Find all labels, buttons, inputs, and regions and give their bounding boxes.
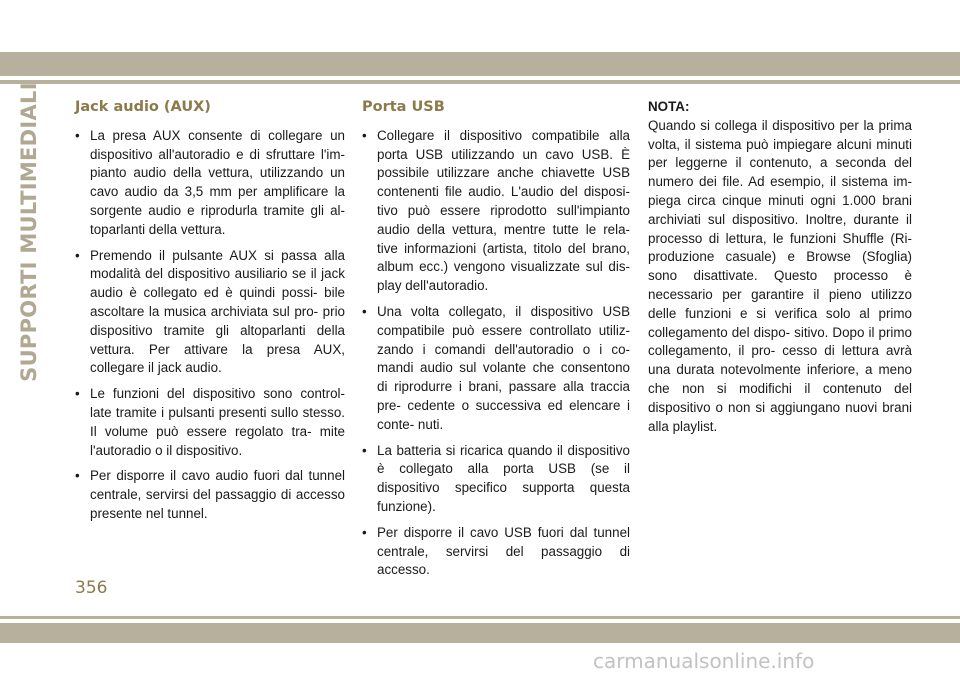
watermark: carmanualsonline.info <box>593 649 815 673</box>
note-text: Quando si collega il dispositivo per la prima volta, il sistema può impiegare alcuni minuti per leggerne il contenuto, a seconda del numero dei file. Ad esempio, il sistema im- piega circa cinque minuti ogni 1.000 brani archiviati sul dispositivo. Inoltre, durante il processo di lettura, le funzioni Shuffle (Ri- produzione casuale) e Browse (Sfoglia) sono disattivate. Questo processo è necessario per garantire il pieno utilizzo delle funzioni e si verifica solo al primo collegamento del dispo- sitivo. Dopo il primo collegamento, il pro- cesso di lettura avrà una durata notevolmente inferiore, a meno che non si modifichi il contenuto del dispositivo o non si aggiungano nuovi brani alla playlist. <box>648 117 912 434</box>
aux-bullet-list <box>75 127 345 524</box>
chapter-side-title <box>14 82 44 382</box>
column-usb <box>362 98 630 587</box>
list-item: • La presa AUX consente di collegare un dispositivo all'autoradio e di sfruttare l'im- pianto audio della vettura, utilizzando un cavo audio da 3,5 mm per amplificare la sorgente audio e riprodurla tramite gli al- toparlanti della vettura. <box>75 127 345 240</box>
column-note <box>648 98 912 436</box>
list-item: • Per disporre il cavo USB fuori dal tunnel centrale, servirsi del passaggio di accesso. <box>362 524 630 580</box>
section-heading-aux: Jack audio (AUX) <box>75 99 211 115</box>
list-item: • Collegare il dispositivo compatibile alla porta USB utilizzando un cavo USB. È possibile utilizzare anche chiavette USB contenenti file audio. L'audio del disposi- tivo può essere riprodotto sull'impianto audio della vettura, mentre tutte le rela- tive informazioni (artista, titolo del brano, album ecc.) vengono visualizzate sul dis- play dell'autoradio. <box>362 127 630 296</box>
column-aux <box>75 98 345 531</box>
list-item: • Premendo il pulsante AUX si passa alla modalità del dispositivo ausiliario se il jack audio è collegato ed è quindi possi- bile ascoltare la musica archiviata sul pro- prio dispositivo tramite gli altoparlanti della vettura. Per attivare la presa AUX, collegare il jack audio. <box>75 247 345 379</box>
header-band <box>0 52 960 76</box>
footer-band <box>0 623 960 643</box>
chapter-side-title-text: SUPPORTI MULTIMEDIALI <box>17 82 41 382</box>
section-heading-usb: Porta USB <box>362 99 445 115</box>
list-item: • Per disporre il cavo audio fuori dal tunnel centrale, servirsi del passaggio di accesso presente nel tunnel. <box>75 467 345 523</box>
note-label: NOTA: <box>648 99 690 114</box>
usb-bullet-list <box>362 127 630 580</box>
footer-rule <box>0 616 960 619</box>
list-item: • Le funzioni del dispositivo sono control- late tramite i pulsanti presenti sullo stesso. Il volume può essere regolato tra- mite l'autoradio o il dispositivo. <box>75 385 345 460</box>
list-item: • Una volta collegato, il dispositivo USB compatibile può essere controllato utiliz- zando i comandi dell'autoradio o i co- mandi audio sul volante che consentono di riprodurre i brani, passare alla traccia pre- cedente o successiva ed elencare i conte- nuti. <box>362 303 630 435</box>
header-rule <box>0 80 960 84</box>
list-item: • La batteria si ricarica quando il dispositivo è collegato alla porta USB (se il dispositivo specifico supporta questa funzione). <box>362 442 630 517</box>
page-number: 356 <box>75 578 108 598</box>
